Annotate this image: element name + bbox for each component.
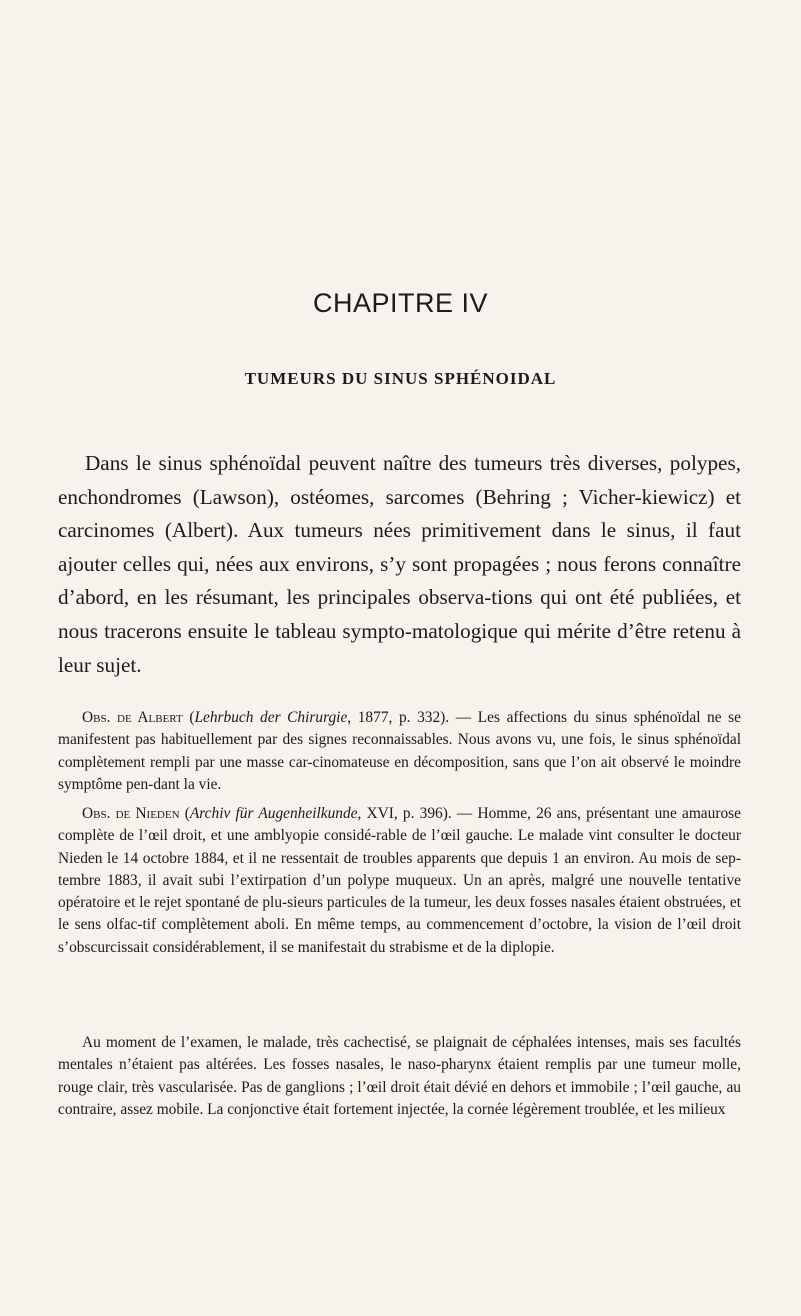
observation-reference-work: Lehrbuch der Chirurgie [194, 709, 348, 726]
intro-paragraph: Dans le sinus sphénoïdal peuvent naître des tumeurs très diverses, polypes, enchondromes (Lawson), ostéomes, sarcomes (Behring ; Vicher-kiewicz) et carcinomes (Albert). Aux tumeurs nées primitivement dans le sinus, il faut ajouter celles qui, nées aux environs, s’y sont propagées ; nous ferons connaître d’abord, en les résumant, les principales observa-tions qui ont été publiées, et nous tracerons ensuite le tableau sympto-matologique qui mérite d’être retenu à leur sujet. [58, 451, 741, 677]
observation-text: — Homme, 26 ans, présentant une amaurose complète de l’œil droit, et une amblyopie considé-rable de l’œil gauche. Le malade vint consulter le docteur Nieden le 14 octobre 1884, et il ne ressentait de troubles apparents que depuis 1 an environ. Au mois de sep-tembre 1883, il avait subi l’extirpation d’un polype muqueux. Un an après, malgré une nouvelle tentative opératoire et le rejet spontané de plu-sieurs particules de la tumeur, les deux fosses nasales étaient obstruées, et le sens olfac-tif complètement aboli. En même temps, au commencement d’octobre, la vision de l’œil droit s’obscurcissait considérablement, il se manifestait du strabisme et de la diplopie. [58, 805, 741, 956]
observation-nieden [58, 803, 741, 959]
observation-reference-details: , XVI, p. 396). [357, 805, 452, 822]
observation-reference-work: Archiv für Augenheilkunde [189, 805, 358, 822]
observation-paragraph: Obs. de Albert (Lehrbuch der Chirurgie, 1877, p. 332). — Les affections du sinus sphénoïdal ne se manifestent pas habituellement par des signes reconnaissables. Nous avons vu, une fois, le sinus sphénoïdal complètement rempli par une masse car-cinomateuse en décomposition, sans que l’on ait observé le moindre symptôme pen-dant la vie. [58, 709, 742, 793]
observation-continuation [58, 1032, 741, 1121]
observation-paragraph: Obs. de Nieden (Archiv für Augenheilkunde, XVI, p. 396). — Homme, 26 ans, présentant une amaurose complète de l’œil droit, et une amblyopie considé-rable de l’œil gauche. Le malade vint consulter le docteur Nieden le 14 octobre 1884, et il ne ressentait de troubles apparents que depuis 1 an environ. Au mois de sep-tembre 1883, il avait subi l’extirpation d’un polype muqueux. Un an après, malgré une nouvelle tentative opératoire et le rejet spontané de plu-sieurs particules de la tumeur, les deux fosses nasales étaient obstruées, et le sens olfac-tif complètement aboli. En même temps, au commencement d’octobre, la vision de l’œil droit s’obscurcissait considérablement, il se manifestait du strabisme et de la diplopie. [58, 805, 741, 956]
chapter-title: CHAPITRE IV [312, 288, 489, 318]
observation-reference-details: , 1877, p. 332). [347, 709, 450, 726]
observation-albert [58, 707, 741, 796]
observation-text: — Les affections du sinus sphénoïdal ne se manifestent pas habituellement par des signes reconnaissables. Nous avons vu, une fois, le sinus sphénoïdal complètement rempli par une masse car-cinomateuse en décomposition, sans que l’on ait observé le moindre symptôme pen-dant la vie. [58, 709, 742, 793]
final-paragraph: Au moment de l’examen, le malade, très cachectisé, se plaignait de céphalées intenses, mais ses facultés mentales n’étaient pas altérées. Les fosses nasales, le naso-pharynx étaient remplis par une tumeur molle, rouge clair, très vascularisée. Pas de ganglions ; l’œil droit était dévié en dehors et immobile ; l’œil gauche, au contraire, assez mobile. La conjonctive était fortement injectée, la cornée légèrement troublée, et les milieux [58, 1034, 741, 1118]
section-title: TUMEURS DU SINUS SPHÉNOIDAL [244, 369, 557, 388]
observation-label: Obs. de Nieden [82, 805, 180, 822]
intro-section [58, 447, 741, 682]
observation-label: Obs. de Albert [82, 709, 183, 726]
